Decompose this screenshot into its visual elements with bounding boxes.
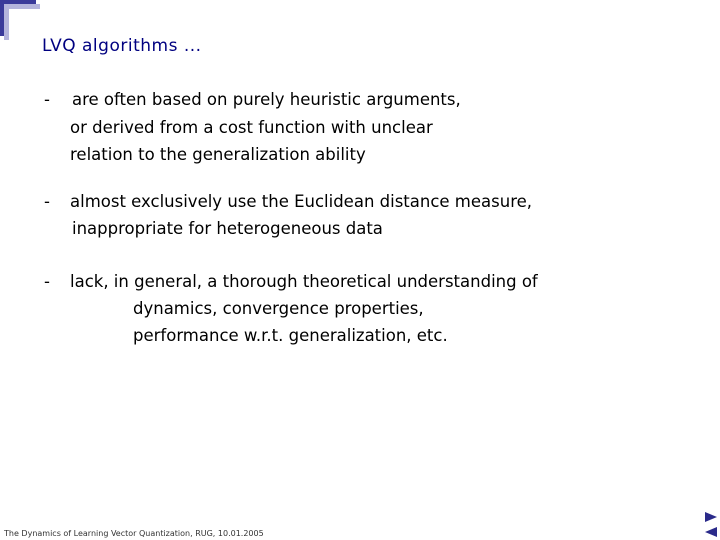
next-slide-icon[interactable] <box>704 511 718 523</box>
bullet-2-line-2: inappropriate for heterogeneous data <box>72 219 383 238</box>
slide-title: LVQ algorithms ... <box>42 36 202 56</box>
bullet-1-line-3: relation to the generalization ability <box>70 145 366 164</box>
bullet-3-line-1: lack, in general, a thorough theoretical understanding of <box>70 272 538 291</box>
bullet-2-line-1: almost exclusively use the Euclidean distance measure, <box>70 192 533 211</box>
bullet-3-line-3: performance w.r.t. generalization, etc. <box>133 326 448 345</box>
bullet-marker: - <box>44 272 50 291</box>
slide-footer: The Dynamics of Learning Vector Quantization, RUG, 10.01.2005 <box>4 529 264 538</box>
previous-slide-icon[interactable] <box>704 526 718 538</box>
bullet-marker: - <box>44 90 50 109</box>
bullet-1-line-2: or derived from a cost function with unclear <box>70 118 433 137</box>
bullet-marker: - <box>44 192 50 211</box>
corner-bracket-icon <box>0 0 44 44</box>
bullet-3-line-2: dynamics, convergence properties, <box>133 299 424 318</box>
bullet-1-line-1: are often based on purely heuristic arguments, <box>72 90 461 109</box>
